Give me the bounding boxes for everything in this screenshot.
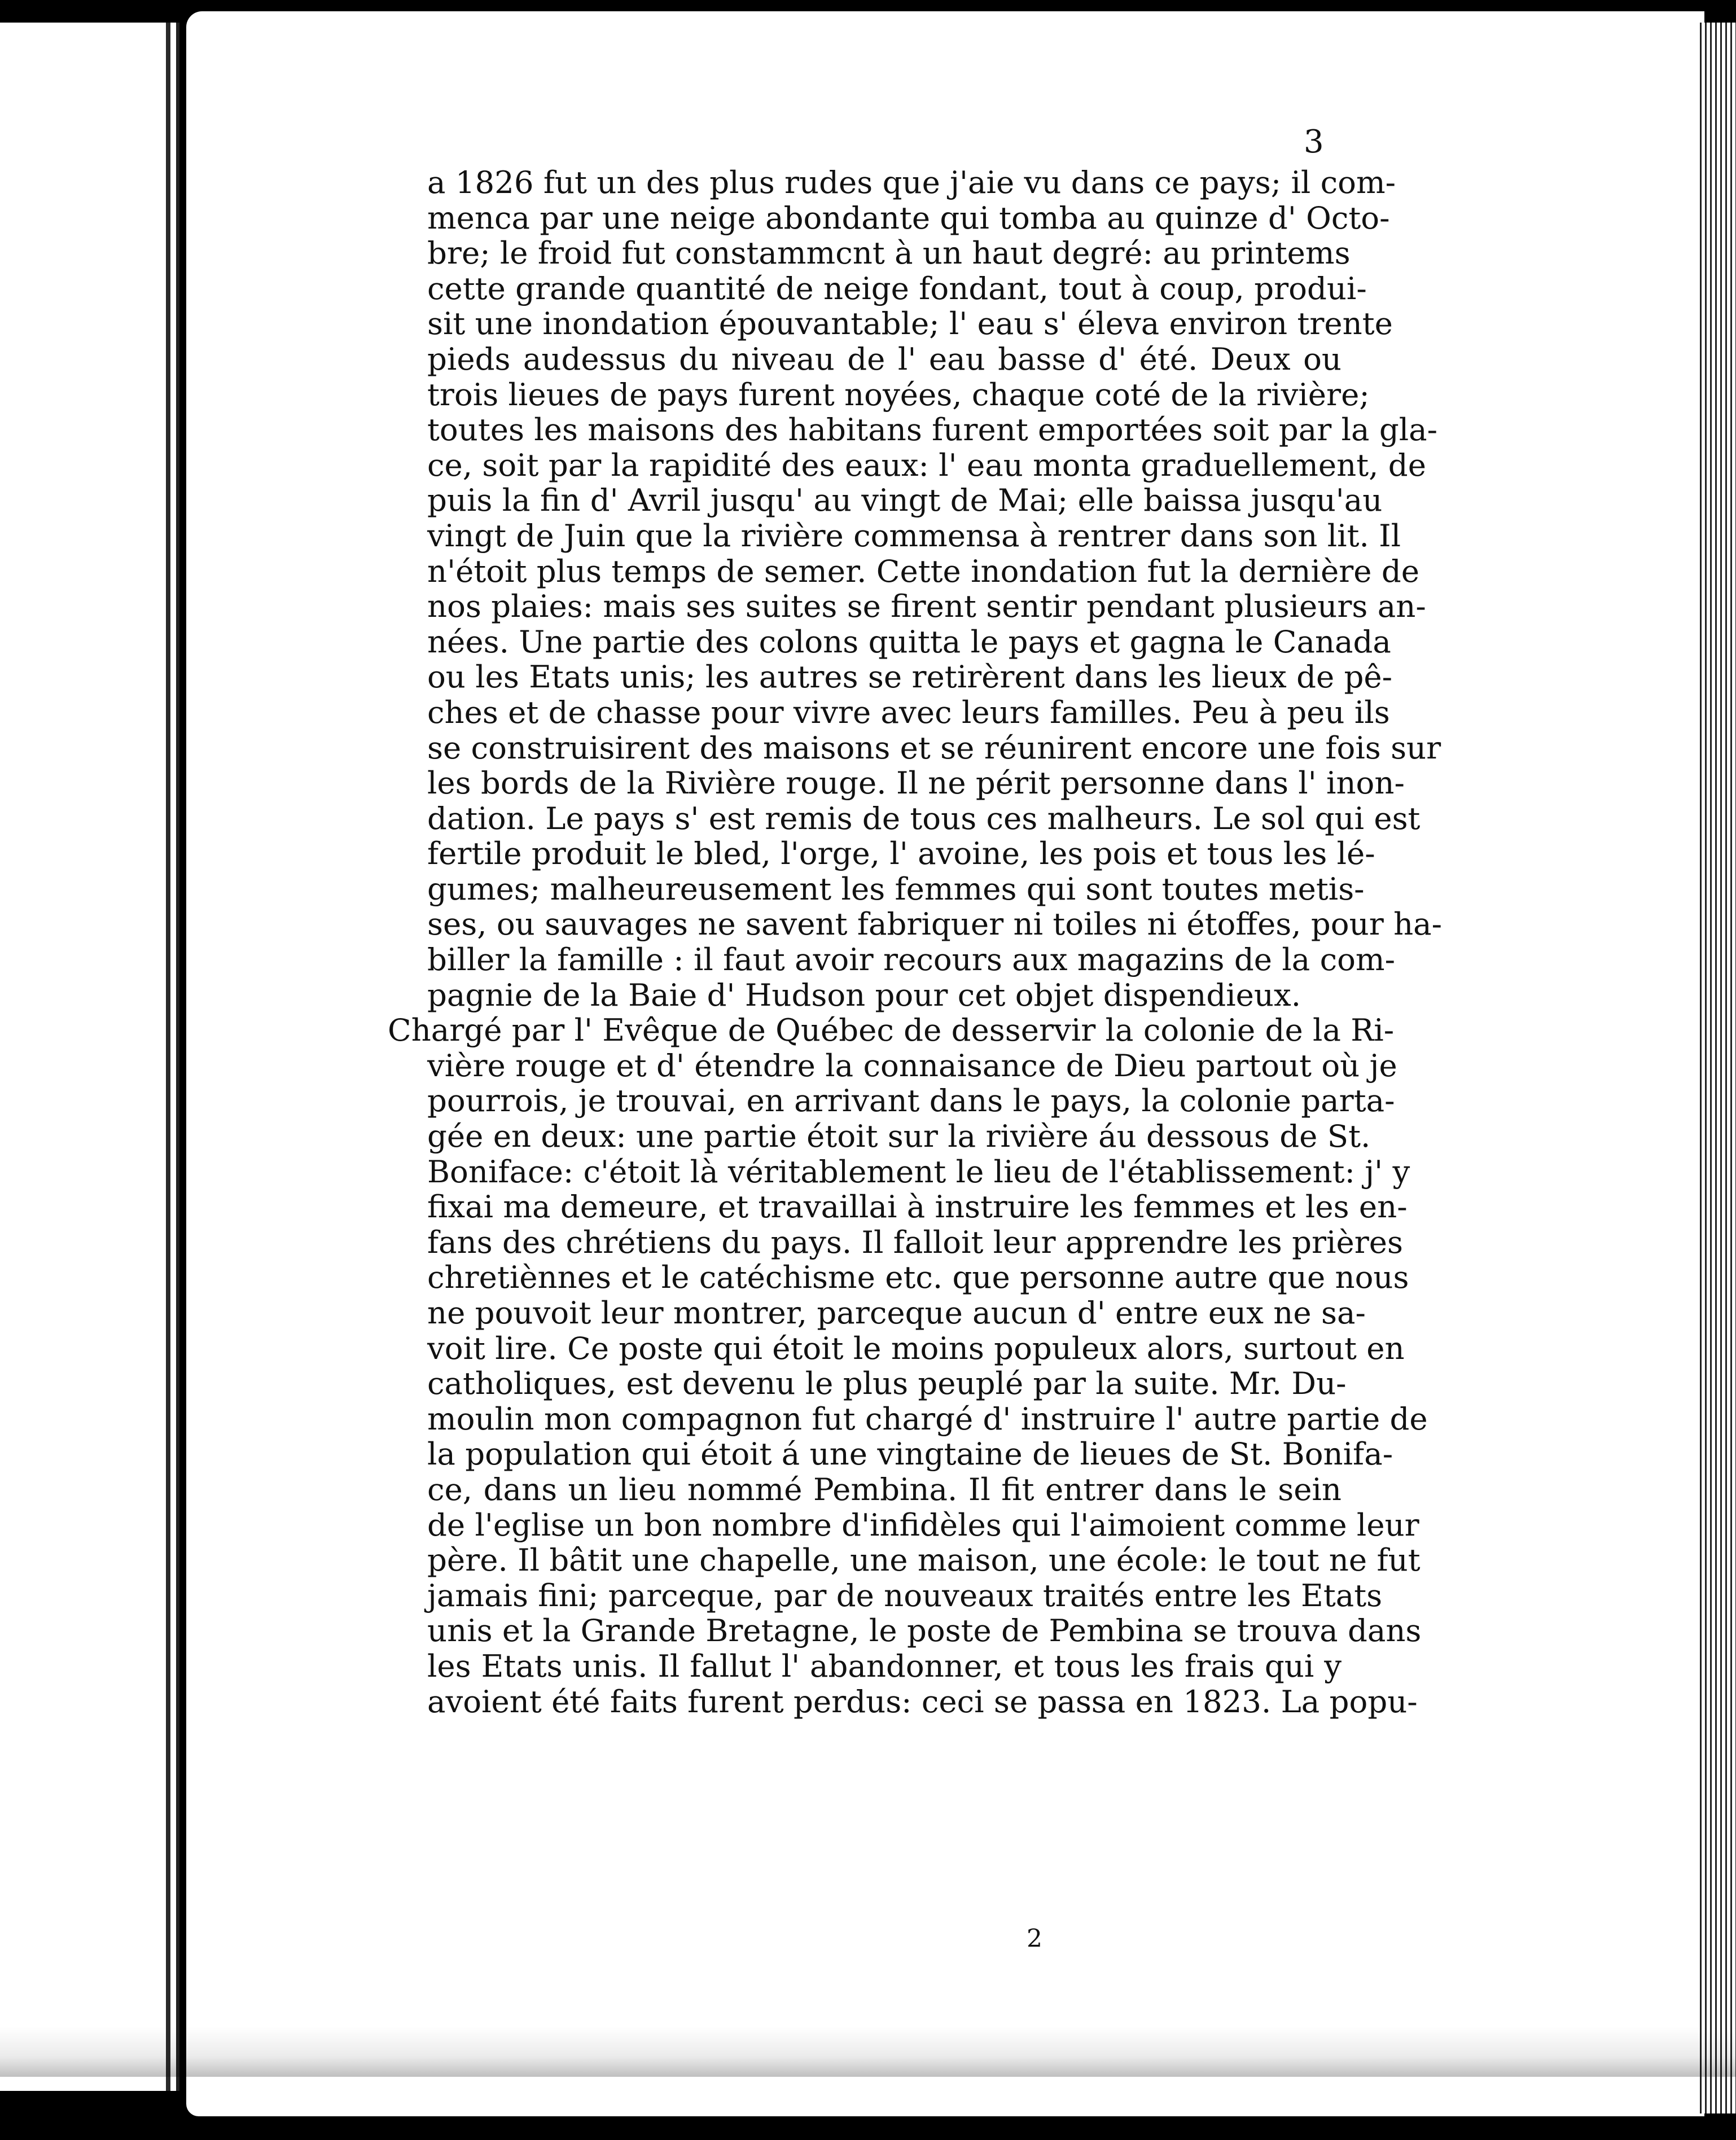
text-line: cette grande quantité de neige fondant, tout à coup, produi- <box>427 270 1367 306</box>
text-line: nos plaies: mais ses suites se firent sentir pendant plusieurs an- <box>427 588 1426 625</box>
text-line: Boniface: c'étoit là véritablement le lieu de l'établissement: j' y <box>427 1153 1410 1190</box>
text-line: n'étoit plus temps de semer. Cette inondation fut la dernière de <box>427 552 1419 589</box>
text-line: vingt de Juin que la rivière commensa à rentrer dans son lit. Il <box>427 517 1401 554</box>
text-line: se construisirent des maisons et se réunirent encore une fois sur <box>427 729 1441 766</box>
body-text <box>388 164 1443 1720</box>
text-line: puis la fin d' Avril jusqu' au vingt de Mai; elle baissa jusqu'au <box>427 482 1383 519</box>
text-line: jamais fini; parceque, par de nouveaux traités entre les Etats <box>427 1577 1383 1613</box>
text-line: catholiques, est devenu le plus peuplé par la suite. Mr. Du- <box>427 1365 1347 1402</box>
text-line: ses, ou sauvages ne savent fabriquer ni toiles ni étoffes, pour ha- <box>427 906 1443 942</box>
text-line: ches et de chasse pour vivre avec leurs familles. Peu à peu ils <box>427 694 1390 730</box>
text-line: menca par une neige abondante qui tomba au quinze d' Octo- <box>427 199 1390 236</box>
text-line: ne pouvoit leur montrer, parceque aucun d' entre eux ne sa- <box>427 1295 1366 1331</box>
text-line: ce, dans un lieu nommé Pembina. Il fit entrer dans le sein <box>427 1471 1342 1507</box>
text-line: père. Il bâtit une chapelle, une maison, une école: le tout ne fut <box>427 1542 1421 1578</box>
text-line: moulin mon compagnon fut chargé d' instruire l' autre partie de <box>427 1400 1428 1437</box>
text-line: trois lieues de pays furent noyées, chaque coté de la rivière; <box>427 376 1370 413</box>
text-line: vière rouge et d' étendre la connaisance de Dieu partout où je <box>427 1047 1397 1084</box>
text-line: ou les Etats unis; les autres se retirèrent dans les lieux de pê- <box>427 659 1393 695</box>
text-line: pourrois, je trouvai, en arrivant dans le pays, la colonie parta- <box>427 1082 1395 1119</box>
paragraph-1 <box>427 164 1443 1013</box>
signature-mark-text: 2 <box>1027 1924 1042 1953</box>
text-line: de l'eglise un bon nombre d'infidèles qui l'aimoient comme leur <box>427 1506 1419 1543</box>
text-line: pieds audessus du niveau de l' eau basse d' été. Deux ou <box>427 340 1342 377</box>
text-line: fixai ma demeure, et travaillai à instruire les femmes et les en- <box>427 1189 1408 1225</box>
text-line: fertile produit le bled, l'orge, l' avoine, les pois et tous les lé- <box>427 835 1375 872</box>
text-line: avoient été faits furent perdus: ceci se passa en 1823. La popu- <box>427 1683 1418 1720</box>
facing-page-edge <box>0 23 179 2091</box>
text-line: Chargé par l' Evêque de Québec de desservir la colonie de la Ri- <box>388 1012 1395 1049</box>
text-line: nées. Une partie des colons quitta le pays et gagna le Canada <box>427 623 1391 660</box>
text-line: toutes les maisons des habitans furent emportées soit par la gla- <box>427 411 1438 448</box>
text-line: ce, soit par la rapidité des eaux: l' eau monta graduellement, de <box>427 446 1426 483</box>
text-line: dation. Le pays s' est remis de tous ces malheurs. Le sol qui est <box>427 800 1421 836</box>
text-line: biller la famille : il faut avoir recours aux magazins de la com- <box>427 941 1395 978</box>
text-line: gée en deux: une partie étoit sur la rivière áu dessous de St. <box>427 1118 1371 1155</box>
page-stack-edge <box>1696 23 1736 2113</box>
page-number: 3 <box>1304 124 1324 160</box>
text-line: chretiènnes et le catéchisme etc. que personne autre que nous <box>427 1259 1409 1296</box>
text-line: bre; le froid fut constammcnt à un haut degré: au printems <box>427 235 1351 271</box>
text-line: a 1826 fut un des plus rudes que j'aie vu dans ce pays; il com- <box>427 164 1396 200</box>
text-line: les Etats unis. Il fallut l' abandonner, et tous les frais qui y <box>427 1647 1342 1684</box>
text-line: la population qui étoit á une vingtaine de lieues de St. Bonifa- <box>427 1436 1393 1472</box>
text-line: unis et la Grande Bretagne, le poste de Pembina se trouva dans <box>427 1612 1422 1649</box>
paragraph-2 <box>388 1012 1428 1720</box>
text-line: les bords de la Rivière rouge. Il ne périt personne dans l' inon- <box>427 765 1405 801</box>
scan-shadow <box>0 2026 1736 2077</box>
text-line: sit une inondation épouvantable; l' eau s' éleva environ trente <box>427 305 1393 342</box>
text-line: voit lire. Ce poste qui étoit le moins populeux alors, surtout en <box>427 1330 1405 1366</box>
text-line: gumes; malheureusement les femmes qui sont toutes metis- <box>427 870 1365 907</box>
text-line: pagnie de la Baie d' Hudson pour cet objet dispendieux. <box>427 976 1301 1013</box>
text-line: fans des chrétiens du pays. Il falloit leur apprendre les prières <box>427 1224 1403 1260</box>
signature-mark <box>0 1924 1736 1953</box>
